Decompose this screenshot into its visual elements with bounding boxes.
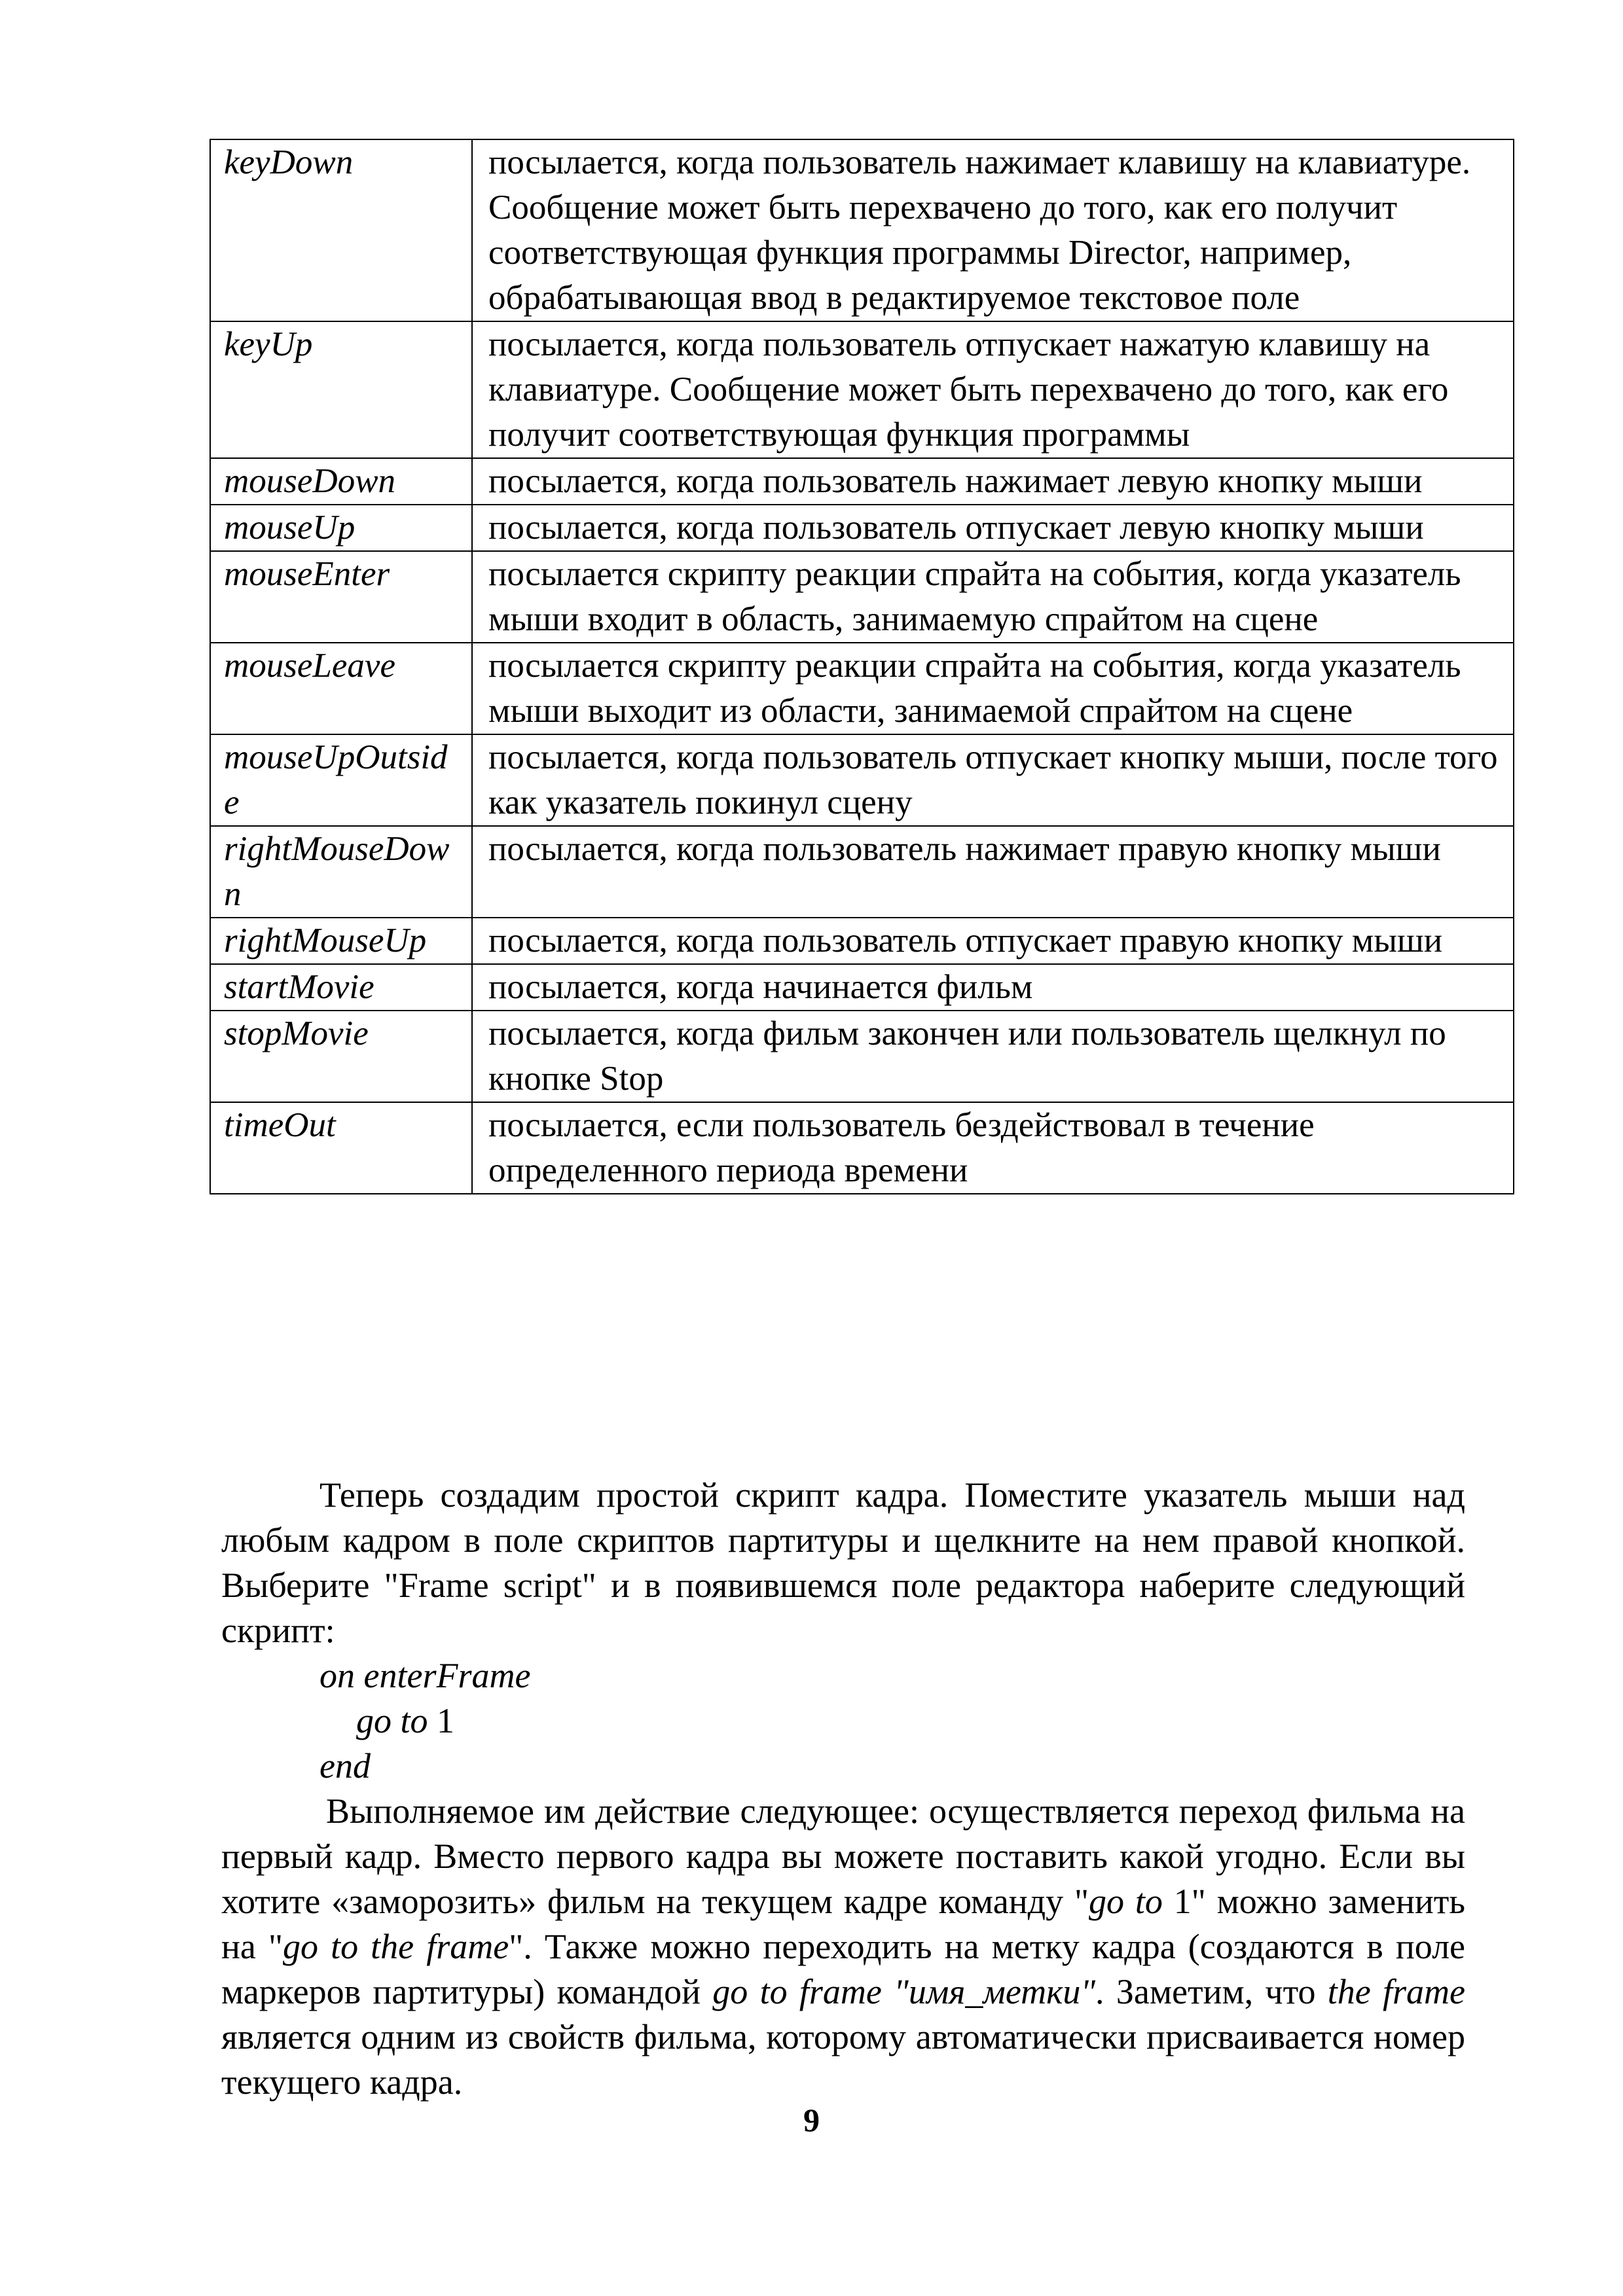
event-description: посылается, когда пользователь отпускает кнопку мыши, после того как указатель покинул сцену (472, 734, 1514, 826)
event-description: посылается, когда начинается фильм (472, 964, 1514, 1011)
inline-code: the frame (1327, 1972, 1466, 2011)
code-block (221, 1653, 1465, 1789)
event-name: mouseUpOutside (210, 734, 472, 826)
events-table (210, 139, 1514, 1194)
event-name: keyDown (210, 139, 472, 321)
events-table-body (210, 139, 1514, 1194)
event-description: посылается, когда пользователь нажимает левую кнопку мыши (472, 458, 1514, 505)
event-name: mouseDown (210, 458, 472, 505)
event-name: startMovie (210, 964, 472, 1011)
event-description: посылается, когда пользователь нажимает правую кнопку мыши (472, 826, 1514, 918)
event-name: mouseUp (210, 505, 472, 551)
code-command: go to (356, 1701, 428, 1740)
table-row (210, 964, 1514, 1011)
intro-paragraph (221, 1473, 1465, 1653)
table-row (210, 734, 1514, 826)
table-row (210, 458, 1514, 505)
code-number: 1 (437, 1701, 455, 1740)
event-description: посылается, когда пользователь отпускает левую кнопку мыши (472, 505, 1514, 551)
event-name: stopMovie (210, 1011, 472, 1102)
event-name: mouseLeave (210, 643, 472, 734)
page-number: 9 (803, 2102, 820, 2138)
inline-code: go to (1088, 1882, 1163, 1921)
event-name: mouseEnter (210, 551, 472, 643)
table-row (210, 139, 1514, 321)
event-name: keyUp (210, 321, 472, 458)
event-description: посылается, когда пользователь отпускает нажатую клавишу на клавиатуре. Сообщение может быть перехвачено до того, как его получит соответствующая функция программы (472, 321, 1514, 458)
event-name: rightMouseDown (210, 826, 472, 918)
event-description: посылается, когда пользователь отпускает правую кнопку мыши (472, 918, 1514, 964)
table-row (210, 826, 1514, 918)
event-description: посылается, когда пользователь нажимает клавишу на клавиатуре. Сообщение может быть перехвачено до того, как его получит соответствующая функция программы Director, например, обрабатывающая ввод в редактируемое текстовое поле (472, 139, 1514, 321)
closing-text: ". Также можно переходить на метку кадра (создаются в поле маркеров партитуры) командой (221, 1927, 1465, 2011)
event-name: timeOut (210, 1102, 472, 1194)
closing-paragraph (221, 1789, 1465, 2105)
event-description: посылается скрипту реакции спрайта на события, когда указатель мыши выходит из области, занимаемой спрайтом на сцене (472, 643, 1514, 734)
inline-code: go to frame "имя_метки" (712, 1972, 1096, 2011)
closing-text: является одним из свойств фильма, которому автоматически присваивается номер текущего кадра. (221, 2017, 1465, 2102)
code-line: on enterFrame (319, 1656, 531, 1695)
intro-text: Теперь создадим простой скрипт кадра. Поместите указатель мыши над любым кадром в поле скриптов партитуры и щелкните на нем правой кнопкой. Выберите "Frame script" и в появившемся поле редактора наберите следующий скрипт: (221, 1475, 1465, 1650)
inline-code: go to the frame (283, 1927, 509, 1966)
closing-text: 1" можно заменить на " (221, 1882, 1465, 1966)
event-description: посылается, когда фильм закончен или пользователь щелкнул по кнопке Stop (472, 1011, 1514, 1102)
code-line: end (319, 1746, 371, 1785)
table-row (210, 1102, 1514, 1194)
table-row (210, 505, 1514, 551)
table-row (210, 551, 1514, 643)
code-line (221, 1698, 1465, 1744)
closing-text: Выполняемое им действие следующее: осуществляется переход фильма на первый кадр. Вместо первого кадра вы можете поставить какой угодно. Если вы хотите «заморозить» фильм на текущем кадре команду " (221, 1791, 1465, 1921)
event-name: rightMouseUp (210, 918, 472, 964)
table-row (210, 321, 1514, 458)
table-row (210, 643, 1514, 734)
table-row (210, 1011, 1514, 1102)
table-row (210, 918, 1514, 964)
event-description: посылается, если пользователь бездействовал в течение определенного периода времени (472, 1102, 1514, 1194)
event-description: посылается скрипту реакции спрайта на события, когда указатель мыши входит в область, занимаемую спрайтом на сцене (472, 551, 1514, 643)
closing-text: . Заметим, что (1095, 1972, 1328, 2011)
